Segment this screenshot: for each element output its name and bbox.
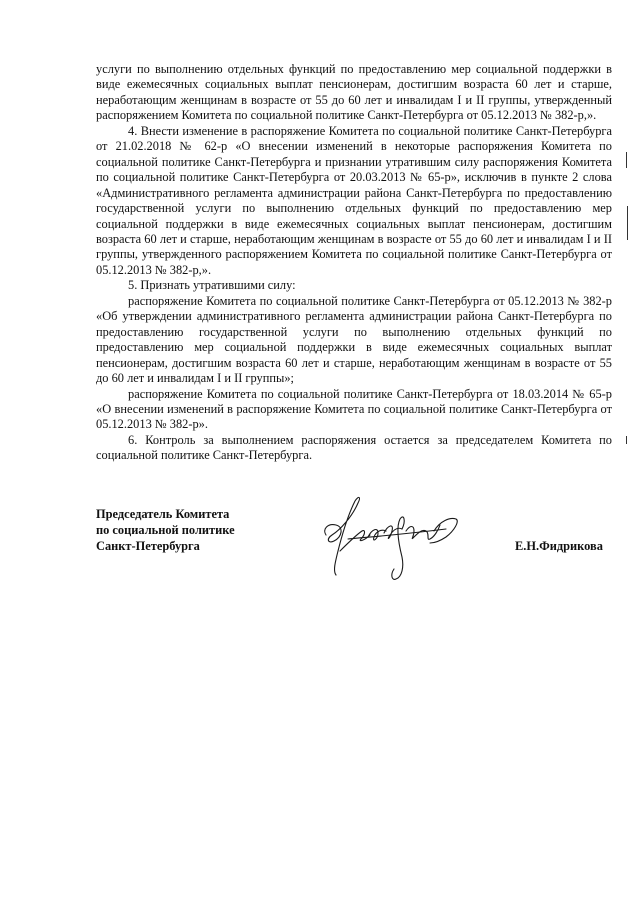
- signatory-name: Е.Н.Фидрикова: [515, 539, 603, 553]
- scan-edge-mark: [626, 436, 627, 444]
- paragraph-continuation: услуги по выполнению отдельных функций по предоставлению мер социальной поддержки в виде ежемесячных социальных выплат пенсионерам, достигшим возраста 60 лет и старше, неработающим женщинам в возрасте от 55 до 60 лет и инвалидам I и II группы, утвержденный распоряжением Комитета по социальной политике Санкт-Петербурга от 05.12.2013 № 382-р,».: [96, 62, 612, 123]
- paragraph-item-5-second-act: распоряжение Комитета по социальной политике Санкт-Петербурга от 18.03.2014 № 65-р «О внесении изменений в распоряжение Комитета по социальной политике Санкт-Петербурга от 05.12.2013 № 382-р».: [96, 386, 612, 432]
- document-body: [96, 62, 612, 464]
- paragraph-item-5-first-act: распоряжение Комитета по социальной политике Санкт-Петербурга от 05.12.2013 № 382-р «Об утверждении административного регламента администрации района Санкт-Петербурга по предоставлению государственной услуги по выполнению отдельных функций по предоставлению мер социальной поддержки в виде ежемесячных социальных выплат пенсионерам, достигшим возраста 60 лет и старше, неработающим женщинам в возрасте от 55 до 60 лет и инвалидам I и II группы»;: [96, 293, 612, 386]
- paragraph-item-5: 5. Признать утратившими силу:: [128, 278, 296, 293]
- scan-edge-mark: [626, 152, 627, 168]
- signatory-title-line: Санкт-Петербурга: [96, 538, 200, 553]
- signatory-title-line: Председатель Комитета: [96, 507, 230, 521]
- signatory-title-line: по социальной политике: [96, 522, 235, 537]
- signatory-title: [96, 507, 235, 554]
- paragraph-item-4: 4. Внести изменение в распоряжение Комитета по социальной политике Санкт-Петербурга от 21.02.2018 № 62-р «О внесении изменений в некоторые распоряжения Комитета по социальной политике Санкт-Петербурга и признании утратившим силу распоряжения Комитета по социальной политике Санкт-Петербурга от 20.03.2013 № 65-р», исключив в пункте 2 слова «Административного регламента администрации района Санкт-Петербурга по предоставлению государственной услуги по выполнению отдельных функций по предоставлению мер социальной поддержки в виде ежемесячных социальных выплат пенсионерам, достигшим возраста 60 лет и старше, неработающим женщинам в возрасте от 55 до 60 лет и инвалидам I и II группы, утвержденного распоряжением Комитета по социальной политике Санкт-Петербурга от 05.12.2013 № 382-р,».: [96, 123, 612, 277]
- scan-edge-mark: [627, 206, 628, 240]
- handwritten-signature: [318, 491, 463, 586]
- paragraph-item-6: 6. Контроль за выполнением распоряжения остается за председателем Комитета по социальной политике Санкт-Петербурга.: [96, 432, 612, 463]
